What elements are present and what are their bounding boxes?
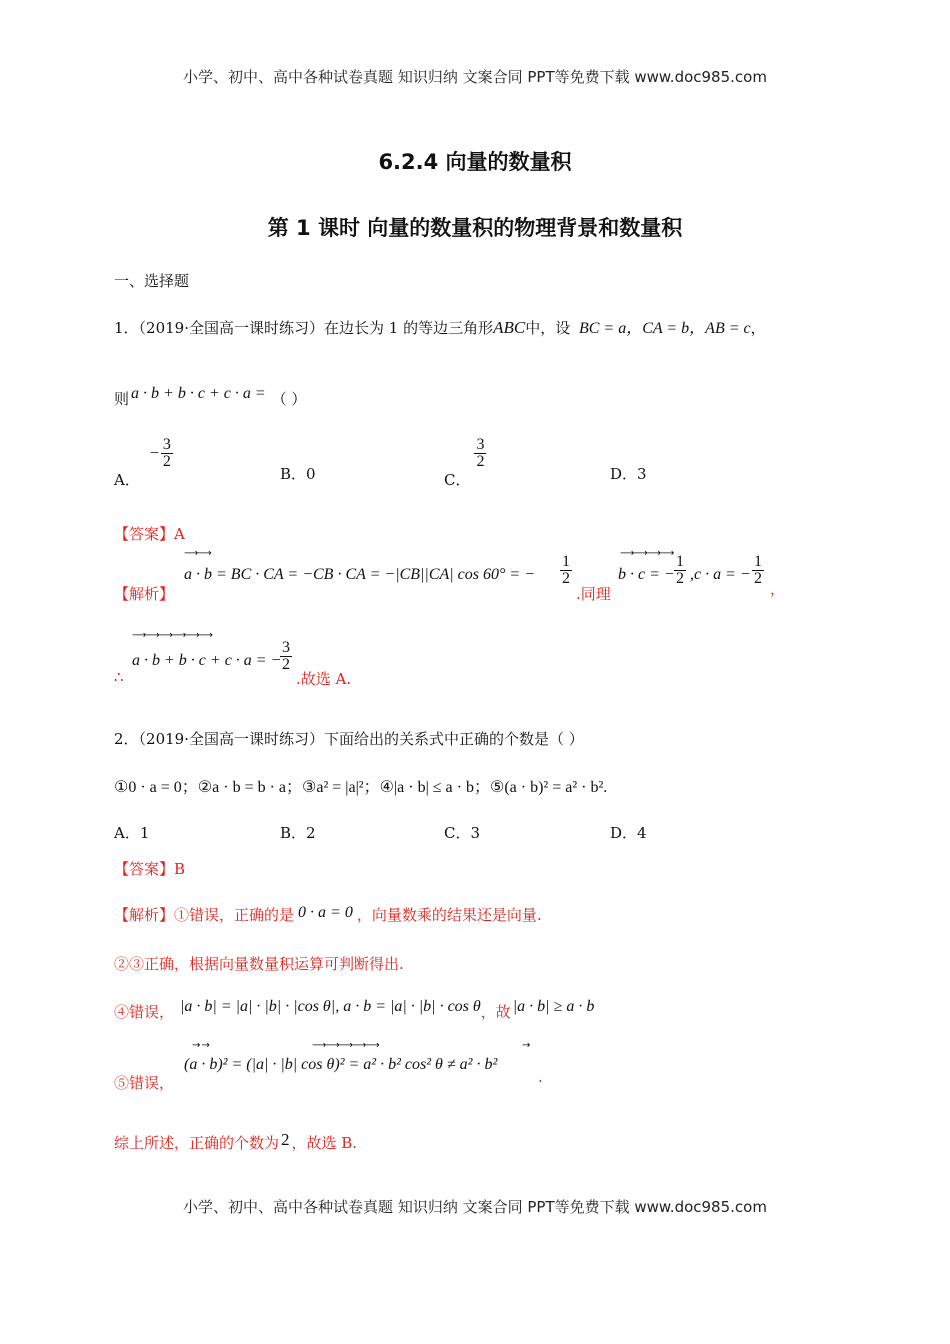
option-value: 4 [637,824,647,842]
analysis-dot: . [538,1068,543,1086]
therefore-symbol: ∴ [114,668,124,686]
q2-answer: 【答案】B [114,860,186,878]
vector-arrow-marks: → [522,1040,530,1051]
summary-text: 综上所述，正确的个数为 [114,1134,280,1152]
analysis-label: ⑤错误， [114,1074,175,1092]
q1-triangle: ABC [493,318,526,337]
fraction-denominator: 2 [162,453,171,470]
option-value: 3 [470,824,481,842]
analysis-text: ，故 [480,1003,511,1021]
option-value: 3 [637,465,647,483]
fraction-denominator: 2 [476,453,485,470]
fraction-half [560,554,572,587]
q2-option-d [610,822,647,843]
option-label: C． [444,824,471,842]
option-label: A． [114,470,140,489]
q1-option-c [444,436,486,489]
q1-question [114,385,307,409]
analysis-tag: 【解析】 [114,585,175,603]
q2-option-c [444,822,480,843]
option-label: C． [444,470,471,489]
analysis-tag: 【解析】 [114,906,175,924]
page-footer: 小学、初中、高中各种试卷真题 知识归纳 文案合同 PPT等免费下载 www.doc985.com [183,1198,767,1216]
vector-arrow-marks: → → [192,1040,209,1051]
q1-analysis-line2 [114,630,514,688]
q1-stem-text-b: 中，设 [525,319,571,337]
analysis-label: ④错误， [114,1003,175,1021]
section-heading: 一、选择题 [114,272,190,290]
analysis-math: (a · b)² = (|a| · |b| cos θ)² = a² · b² cos² θ ≠ a² · b² [184,1056,498,1073]
fraction-numerator: 1 [754,553,762,570]
q1-option-a [114,436,173,489]
page-subtitle: 第 1 课时 向量的数量积的物理背景和数量积 [267,216,683,240]
vector-arrow-marks: ⟶⟶⟶⟶ [620,548,674,559]
q1-analysis-math: a · b = BC · CA = −CB · CA = −|CB||CA| cos 60° = − [184,566,535,583]
q1-answer-blank: （ ） [271,390,307,408]
q1-bc: b · c = − [618,566,675,583]
q1-stem [114,315,766,338]
fraction-denominator: 2 [562,570,570,587]
fraction-denominator: 2 [676,570,684,587]
fraction-numerator: 3 [282,639,290,656]
fraction-sum [280,640,292,673]
option-label: B． [280,824,307,842]
option-value: 0 [306,465,316,483]
page-header: 小学、初中、高中各种试卷真题 知识归纳 文案合同 PPT等免费下载 www.doc985.com [183,68,767,86]
q2-analysis-5 [114,1040,614,1090]
q1-expression: a · b + b · c + c · a = [131,385,266,402]
q2-analysis-1 [114,904,542,925]
fraction-numerator: 3 [476,436,485,453]
q2-option-b [280,822,316,843]
q1-option-d [610,463,647,484]
analysis-math: 0 · a = 0 [298,904,353,921]
option-label: B． [280,465,307,483]
option-sign: − [149,444,159,462]
option-label: D． [610,465,638,483]
option-value: 2 [306,824,316,842]
q1-stem-text: 1．（2019·全国高一课时练习）在边长为 1 的等边三角形 [114,319,494,337]
q1-comma: ， [770,580,786,598]
fraction-numerator: 3 [162,436,171,453]
vector-arrow-marks: ⟶⟶ [184,548,211,559]
option-label: D． [610,824,638,842]
option-label: A． [114,824,140,842]
analysis-text: ①错误，正确的是 [174,906,295,924]
q2-option-a [114,822,149,843]
q1-analysis-line1 [114,548,834,603]
q2-analysis-4 [114,995,595,1021]
option-value: 1 [139,824,150,842]
q1-definitions: BC = a，CA = b，AB = c [578,320,751,337]
q1-sum-math: a · b + b · c + c · a = − [132,652,282,669]
fraction-denominator: 2 [754,570,762,587]
page-title: 6.2.4 向量的数量积 [378,150,572,174]
q1-answer: 【答案】A [114,525,185,543]
fraction-half [752,554,764,587]
q2-analysis-23: ②③正确，根据向量数量积运算可判断得出. [114,955,404,973]
fraction-half [674,554,686,587]
q1-conclusion: .故选 A. [296,670,352,688]
q1-ze: 则 [114,390,130,408]
fraction-numerator: 1 [676,553,684,570]
analysis-math: |a · b| = |a| · |b| · |cos θ|, a · b = |a| · |b| · cos θ [180,998,481,1015]
q2-stem: 2．（2019·全国高一课时练习）下面给出的关系式中正确的个数是（ ） [114,730,584,748]
q2-summary [114,1132,357,1153]
q1-option-b [280,463,316,484]
analysis-text: ，向量数乘的结果还是向量. [356,906,542,924]
analysis-math: |a · b| ≥ a · b [512,998,595,1015]
fraction-denominator: 2 [282,656,290,673]
q1-same-text: .同理 [576,585,611,603]
summary-number: 2 [281,1130,290,1149]
q1-comma: ， [750,319,766,337]
vector-arrow-marks: ⟶⟶⟶⟶⟶⟶ [132,630,213,641]
summary-text: ，故选 B. [291,1134,358,1152]
q2-relations: ①0 · a = 0；②a · b = b · a；③a² = |a|²；④|a · b| ≤ a · b；⑤(a · b)² = a² · b². [114,779,608,796]
vector-arrow-marks: ⟶⟶⟶⟶⟶ [312,1040,379,1051]
fraction-numerator: 1 [562,553,570,570]
option-fraction [474,437,486,470]
option-fraction [161,437,173,470]
q1-ca: ,c · a = − [690,566,751,583]
